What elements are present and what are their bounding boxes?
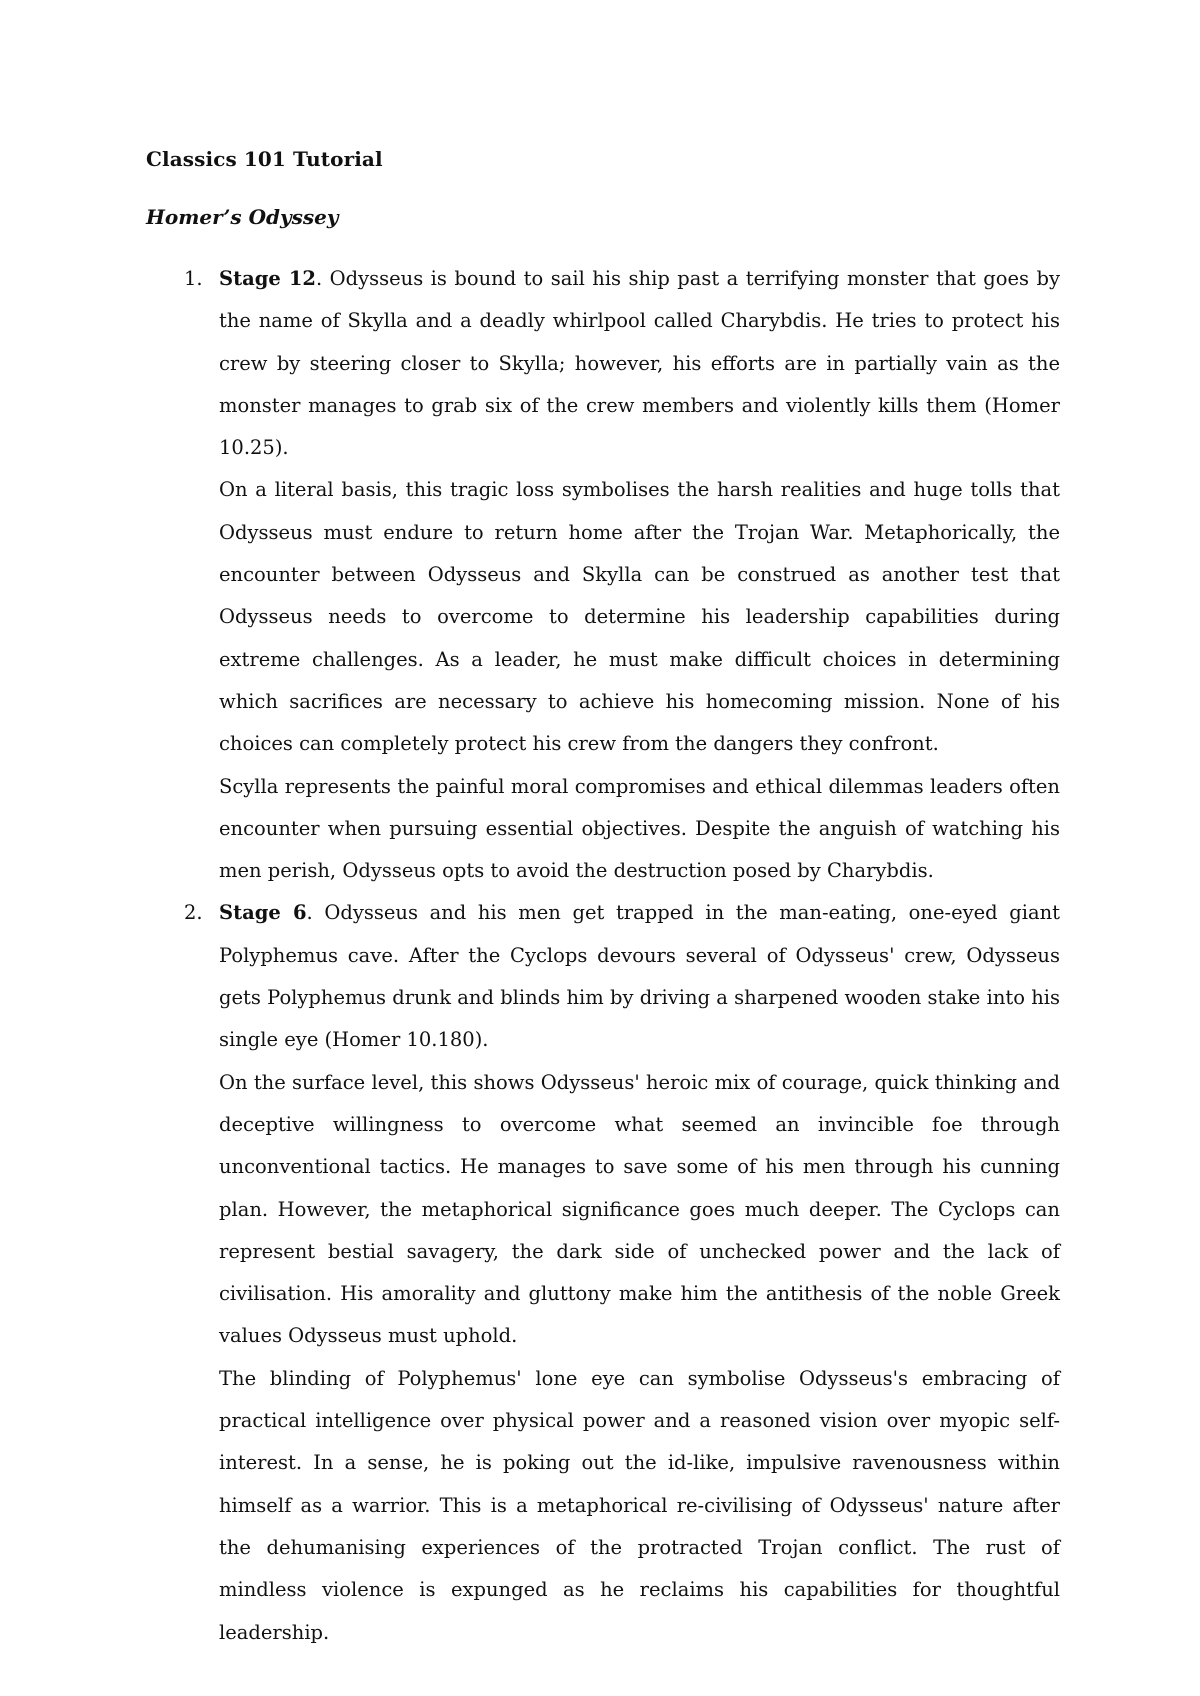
analysis-paragraph: Scylla represents the painful moral compromises and ethical dilemmas leaders often encounter when pursuing essential objectives. Despite the anguish of watching his men perish, Odysseus opts to avoid the destruction posed by Charybdis.: [219, 774, 1060, 883]
stage-label: Stage 12: [219, 267, 316, 290]
list-number: 2.: [184, 901, 203, 925]
document-title: Classics 101 Tutorial: [146, 147, 383, 171]
stage-summary-paragraph: [219, 258, 1060, 469]
list-item-stage-12: [146, 258, 1060, 892]
analysis-paragraph: On a literal basis, this tragic loss symbolises the harsh realities and huge tolls that Odysseus must endure to return home after the Trojan War. Metaphorically, the encounter between Odysseus and Skylla can be construed as another test that Odysseus needs to overcome to determine his leadership capabilities during extreme challenges. As a leader, he must make difficult choices in determining which sacrifices are necessary to achieve his homecoming mission. None of his choices can completely protect his crew from the dangers they confront.: [219, 478, 1060, 756]
stage-summary-text: . Odysseus is bound to sail his ship past a terrifying monster that goes by the name of Skylla and a deadly whirlpool called Charybdis. He tries to protect his crew by steering closer to Skylla; however, his efforts are in partially vain as the monster manages to grab six of the crew members and violently kills them (Homer 10.25).: [219, 267, 1060, 460]
document-subtitle: Homer’s Odyssey: [146, 205, 339, 229]
stage-label: Stage 6: [219, 901, 307, 925]
stage-summary-paragraph: [219, 892, 1060, 1061]
analysis-paragraph: The blinding of Polyphemus' lone eye can symbolise Odysseus's embracing of practical intelligence over physical power and a reasoned vision over myopic self-interest. In a sense, he is poking out the id-like, impulsive ravenousness within himself as a warrior. This is a metaphorical re-civilising of Odysseus' nature after the dehumanising experiences of the protracted Trojan conflict. The rust of mindless violence is expunged as he reclaims his capabilities for thoughtful leadership.: [219, 1366, 1060, 1644]
list-item-stage-6: [146, 892, 1060, 1653]
list-number: 1.: [184, 267, 203, 290]
analysis-paragraph: On the surface level, this shows Odysseus' heroic mix of courage, quick thinking and deceptive willingness to overcome what seemed an invincible foe through unconventional tactics. He manages to save some of his men through his cunning plan. However, the metaphorical significance goes much deeper. The Cyclops can represent bestial savagery, the dark side of unchecked power and the lack of civilisation. His amorality and gluttony make him the antithesis of the noble Greek values Odysseus must uphold.: [219, 1070, 1060, 1348]
stage-summary-text: . Odysseus and his men get trapped in the man-eating, one-eyed giant Polyphemus cave. After the Cyclops devours several of Odysseus' crew, Odysseus gets Polyphemus drunk and blinds him by driving a sharpened wooden stake into his single eye (Homer 10.180).: [219, 901, 1060, 1052]
stage-list: [146, 258, 1060, 1654]
